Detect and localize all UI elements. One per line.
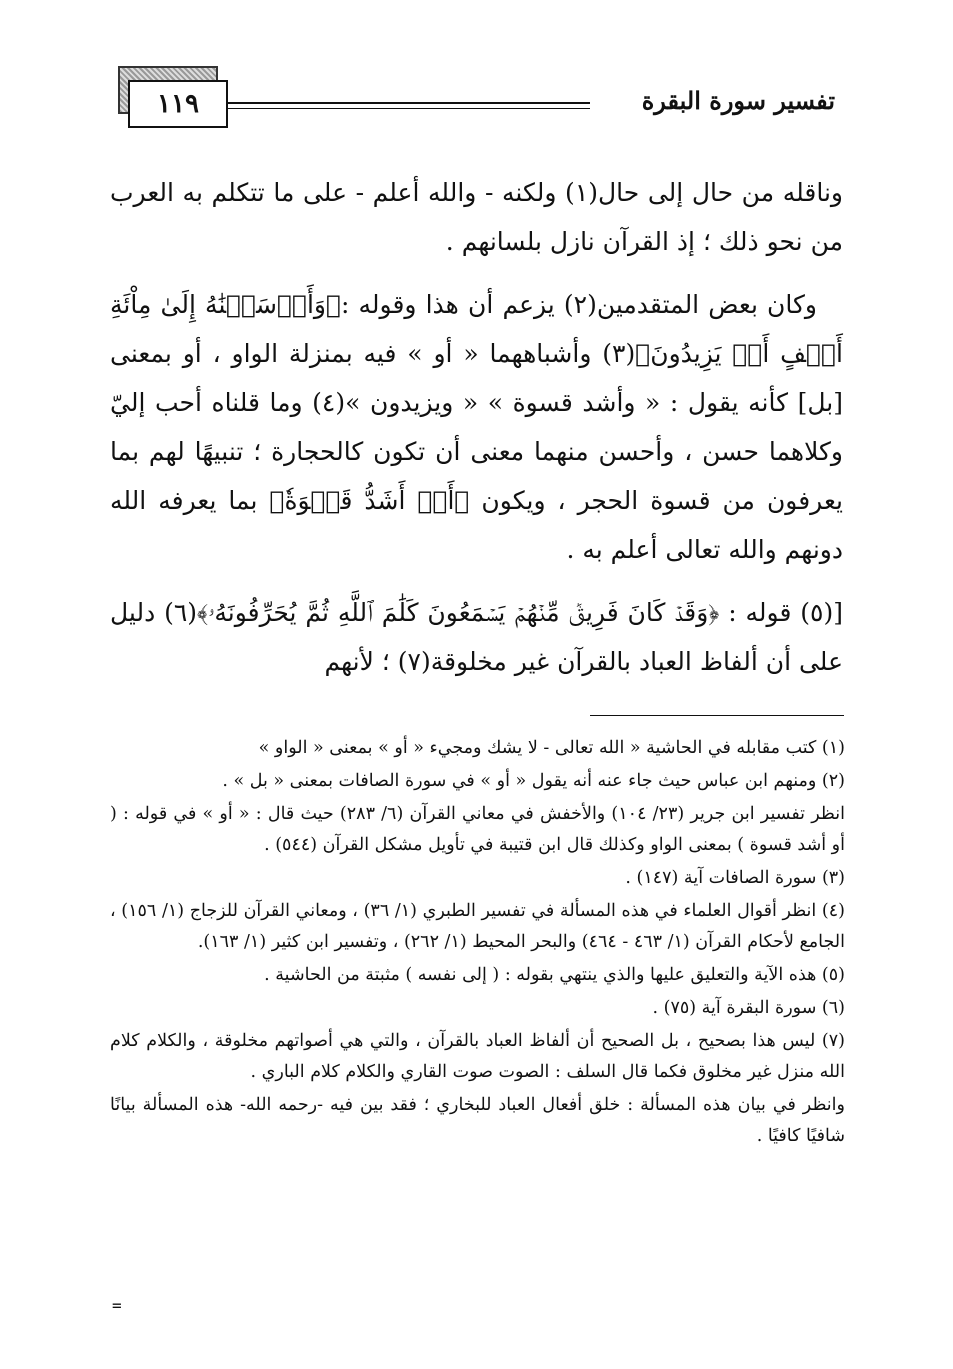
paragraph-1: وناقله من حال إلى حال(١) ولكنه - والله أعلم - على ما تتكلم به العرب من نحو ذلك ؛ إذ القرآن نازل بلسانهم . (110, 178, 843, 256)
footnote-5: (٥) هذه الآية والتعليق عليها والذي ينتهي بقوله : ( إلى نفسه ) مثبتة من الحاشية . (264, 965, 845, 985)
header-rule-thin (226, 108, 590, 109)
footnote-2: (٢) ومنهم ابن عباس حيث جاء عنه أنه يقول « أو » في سورة الصافات بمعنى « بل » . (222, 771, 845, 791)
footnote-6: (٦) سورة البقرة آية (٧٥) . (652, 998, 845, 1018)
footnote-2-continued: انظر تفسير ابن جرير (٢٣/ ١٠٤) والأخفش في معاني القرآن (٦/ ٢٨٣) حيث قال : « أو » في قوله : ( أو أشد قسوة ) بمعنى الواو وكذلك قال ابن قتيبة في تأويل مشكل القرآن (٥٤٤) . (110, 804, 845, 855)
footnotes (110, 733, 845, 1154)
main-text (110, 168, 843, 700)
header-rule (226, 102, 590, 104)
paragraph-3: [(٥) قوله : ﴿وَقَدۡ كَانَ فَرِيقٞ مِّنۡهُمۡ يَسۡمَعُونَ كَلَٰمَ ٱللَّهِ ثُمَّ يُحَرِّفُونَهُۥ﴾(٦) دليل على أن ألفاظ العباد بالقرآن غير مخلوقة(٧) ؛ لأنهم (110, 598, 843, 676)
footnote-7-continued: وانظر في بيان هذه المسألة : خلق أفعال العباد للبخاري ؛ فقد بين فيه -رحمه الله- هذه المسألة بيانًا شافيًا كافيًا . (110, 1095, 845, 1146)
footnote-separator (590, 715, 844, 716)
footnote-1: (١) كتب مقابله في الحاشية « الله تعالى - لا يشك ومجيء « أو » بمعنى « الواو » (258, 738, 845, 758)
page-number: ١١٩ (128, 80, 228, 128)
footnote-7: (٧) ليس هذا بصحيح ، بل الصحيح أن ألفاظ العباد بالقرآن ، والتي هي أصواتهم مخلوقة ، والكلام كلام الله منزل غير مخلوق فكما قال السلف : الصوت صوت القاري والكلام كلام الباري . (110, 1031, 845, 1082)
end-mark: = (112, 1296, 122, 1315)
running-title: تفسير سورة البقرة (641, 86, 835, 115)
paragraph-2: وكان بعض المتقدمين(٢) يزعم أن هذا وقوله :﴿وَأَرۡسَلۡنَٰهُ إِلَىٰ مِاْئَةِ أَلۡفٍ أَوۡ يَزِيدُونَ﴾(٣) وأشباههما « أو » فيه بمنزلة الواو ، أو بمعنى [بل] كأنه يقول : « وأشد قسوة » « ويزيدون »(٤) وما قلناه أحب إليّ وكلاهما حسن ، وأحسن منهما معنى أن تكون كالحجارة ؛ تنبيهًا لهم بما يعرفون من قسوة الحجر ، ويكون ﴿أَوۡ أَشَدُّ قَسۡوَةٗ﴾ بما يعرفه الله دونهم والله تعالى أعلم به . (110, 290, 843, 564)
footnote-3: (٣) سورة الصافات آية (١٤٧) . (625, 868, 845, 888)
footnote-4: (٤) انظر أقوال العلماء في هذه المسألة في تفسير الطبري (١/ ٣٦) ، ومعاني القرآن للزجاج (١/ ١٥٦) ، الجامع لأحكام القرآن (١/ ٤٦٣ - ٤٦٤) والبحر المحيط (١/ ٢٦٢) ، وتفسير ابن كثير (١/ ١٦٣). (110, 901, 845, 952)
